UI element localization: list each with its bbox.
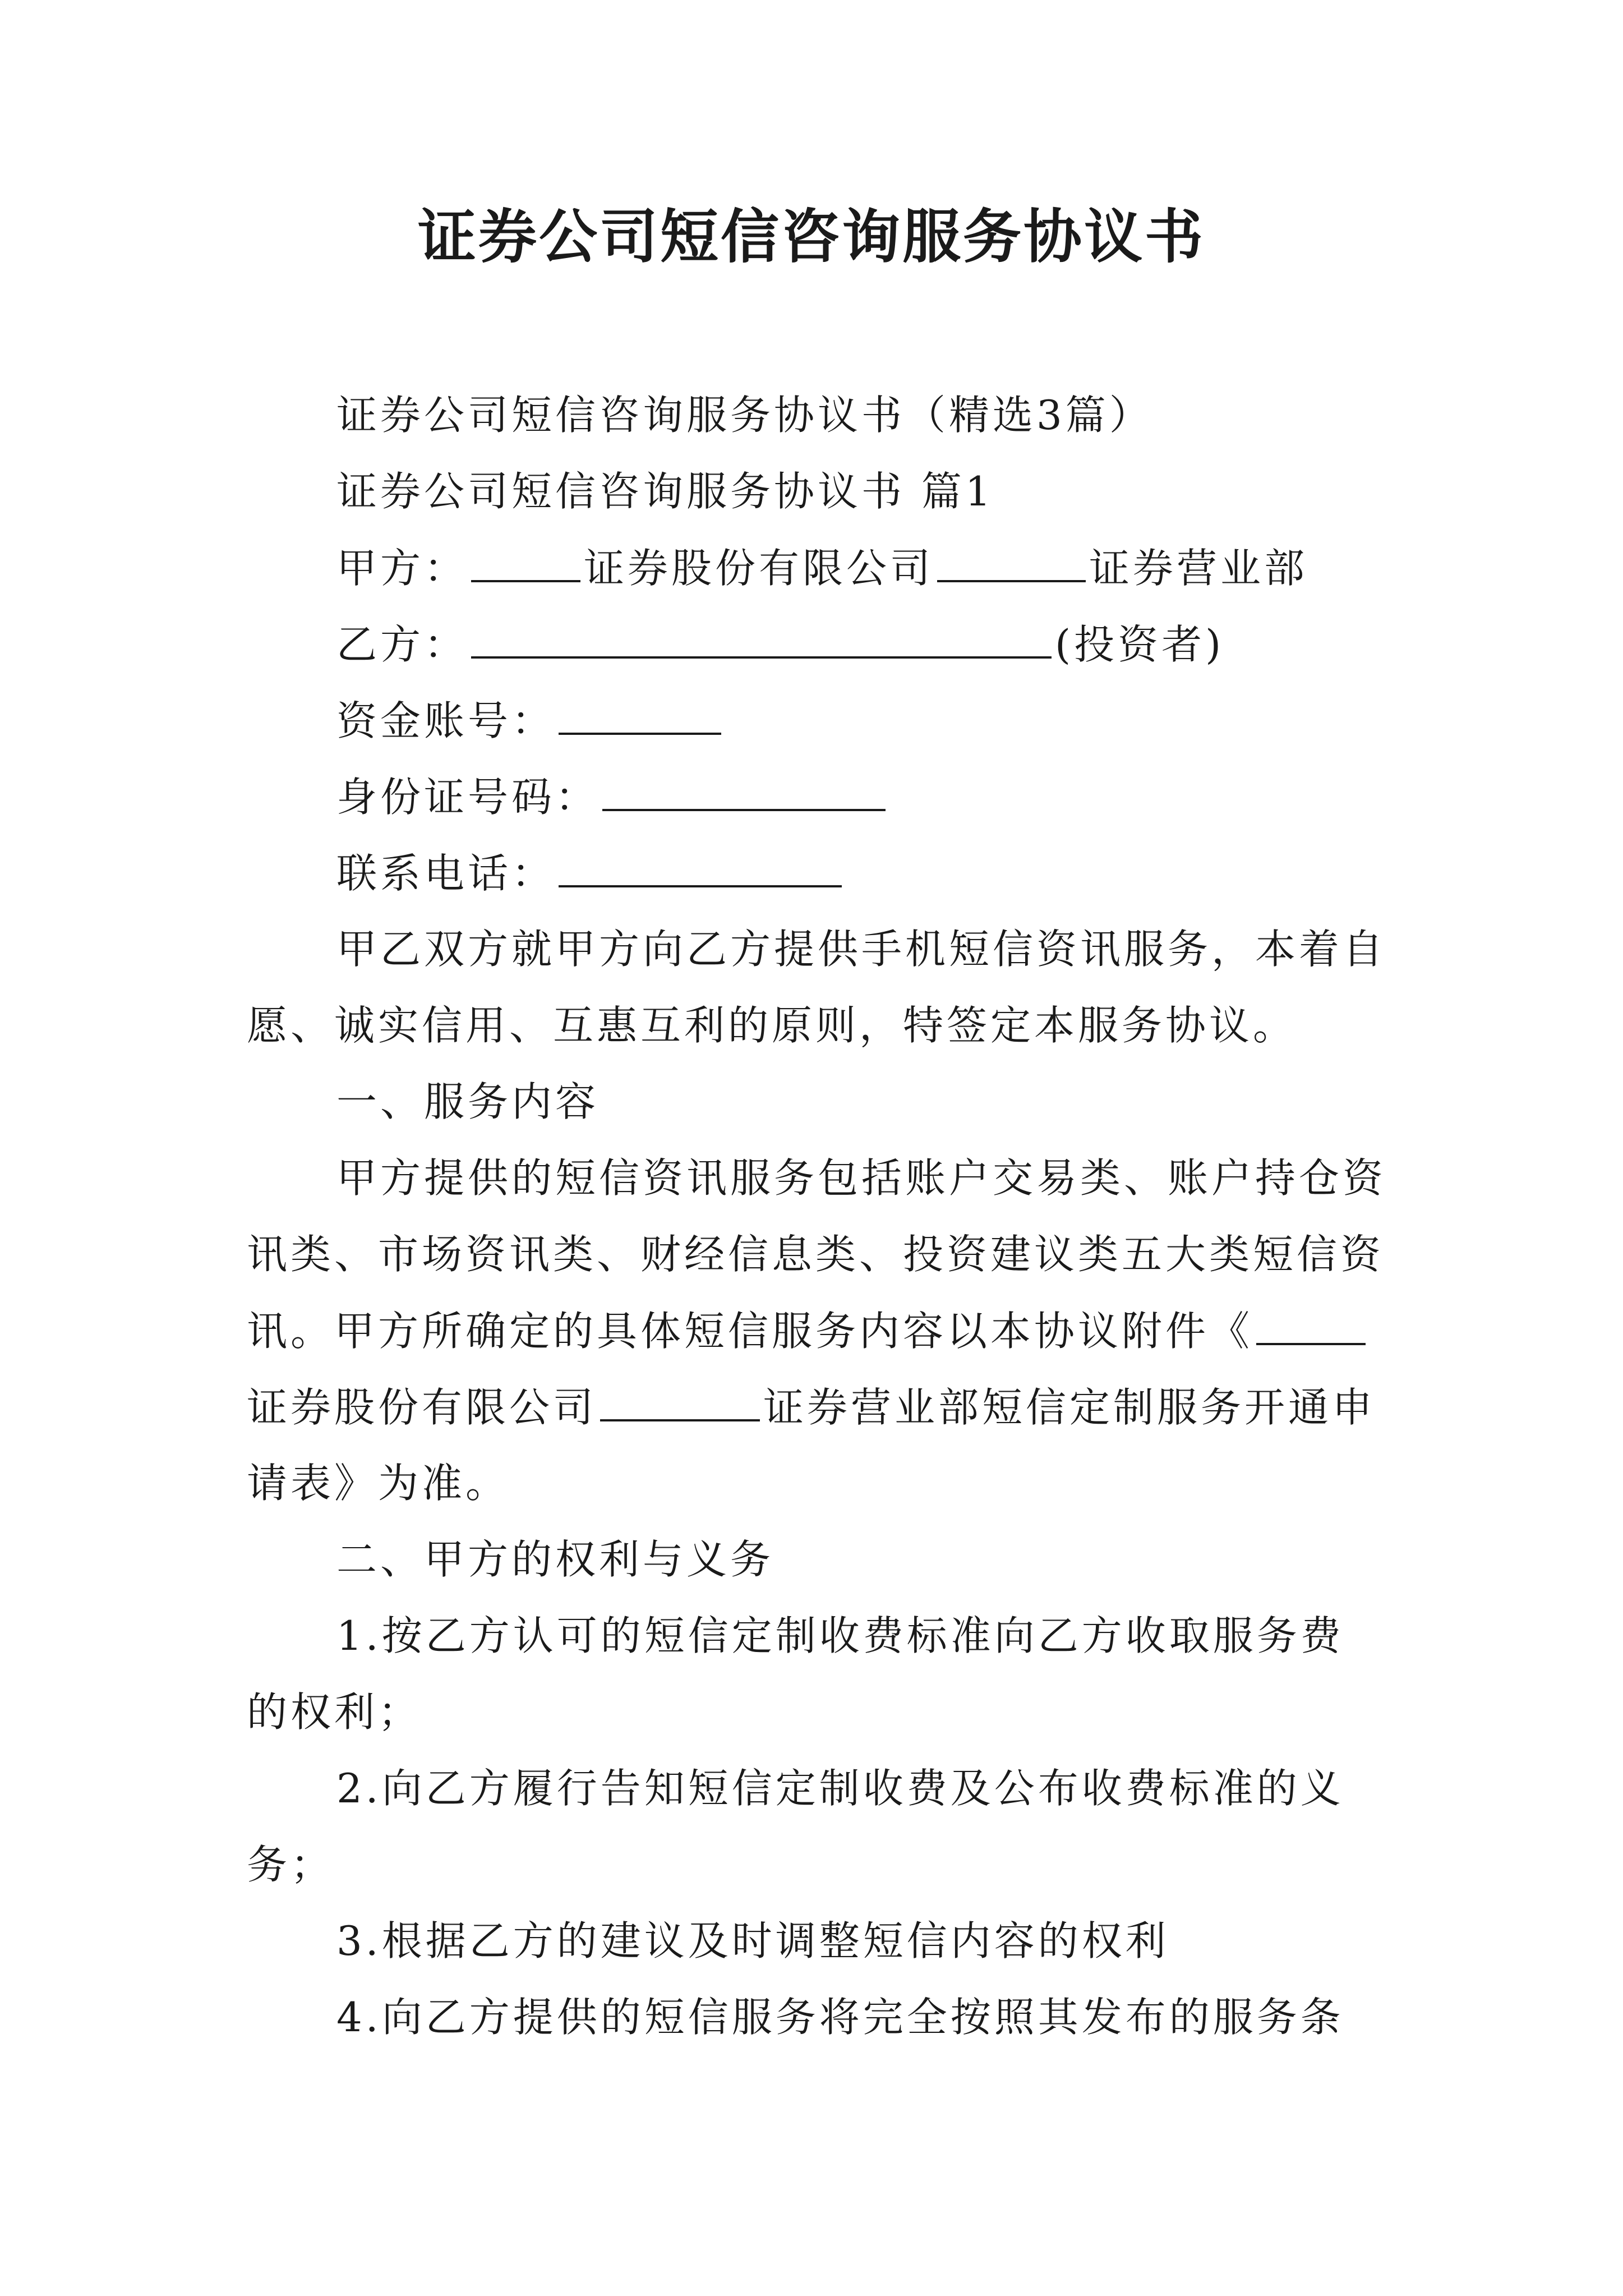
section-1-line-4	[247, 1379, 1376, 1435]
id-number-line	[336, 769, 889, 825]
section-1-heading: 一、服务内容	[336, 1078, 600, 1125]
section-1-line-4-text: 证券营业部短信定制服务开通申	[763, 1384, 1376, 1431]
section-1-line-1: 甲方提供的短信资讯服务包括账户交易类、账户持仓资	[336, 1154, 1387, 1202]
party-b-label: 乙方：	[336, 621, 468, 668]
id-number-blank	[602, 769, 886, 811]
fund-account-label: 资金账号：	[336, 697, 556, 744]
id-number-label: 身份证号码：	[336, 774, 600, 821]
section-1-line-5: 请表》为准。	[247, 1460, 510, 1507]
section-1-line-3-text: 讯。甲方所确定的具体短信服务内容以本协议附件《	[247, 1308, 1253, 1355]
phone-line	[336, 845, 845, 901]
item-1-line-1: 1.按乙方认可的短信定制收费标准向乙方收取服务费	[336, 1612, 1344, 1659]
fund-account-line	[336, 692, 725, 749]
intro-line-1: 甲乙双方就甲方向乙方提供手机短信资讯服务，本着自	[336, 926, 1387, 973]
party-b-suffix: (投资者)	[1055, 621, 1225, 668]
part-heading: 证券公司短信咨询服务协议书 篇1	[336, 468, 994, 515]
phone-blank	[559, 845, 842, 887]
document-title: 证券公司短信咨询服务协议书	[417, 202, 1205, 271]
item-3-line-1: 3.根据乙方的建议及时调整短信内容的权利	[336, 1917, 1169, 1964]
item-1-line-2: 的权利；	[247, 1688, 422, 1736]
item-4-line-1: 4.向乙方提供的短信服务将完全按照其发布的服务条	[336, 1994, 1344, 2041]
item-2-line-2: 务；	[247, 1841, 335, 1888]
party-a-company: 证券股份有限公司	[584, 545, 934, 592]
section-1-blank-1	[1256, 1303, 1366, 1345]
party-a-branch: 证券营业部	[1089, 545, 1308, 592]
section-1-line-3	[247, 1303, 1369, 1359]
section-1-blank-2	[600, 1379, 760, 1421]
intro-line-2: 愿、诚实信用、互惠互利的原则，特签定本服务协议。	[247, 1002, 1297, 1049]
party-a-blank-1	[471, 540, 580, 582]
section-1-line-2: 讯类、市场资讯类、财经信息类、投资建议类五大类短信资	[247, 1231, 1385, 1278]
party-a-blank-2	[937, 540, 1086, 582]
item-2-line-1: 2.向乙方履行告知短信定制收费及公布收费标准的义	[336, 1765, 1344, 1812]
phone-label: 联系电话：	[336, 850, 556, 897]
section-1-line-4-company: 证券股份有限公司	[247, 1384, 597, 1431]
section-2-heading: 二、甲方的权利与义务	[336, 1536, 774, 1583]
party-a-label: 甲方：	[336, 545, 468, 592]
party-b-line	[336, 616, 1224, 673]
party-a-line	[336, 540, 1308, 596]
party-b-blank	[471, 616, 1052, 659]
document-subtitle: 证券公司短信咨询服务协议书（精选3篇）	[336, 392, 1153, 439]
fund-account-blank	[559, 692, 721, 735]
